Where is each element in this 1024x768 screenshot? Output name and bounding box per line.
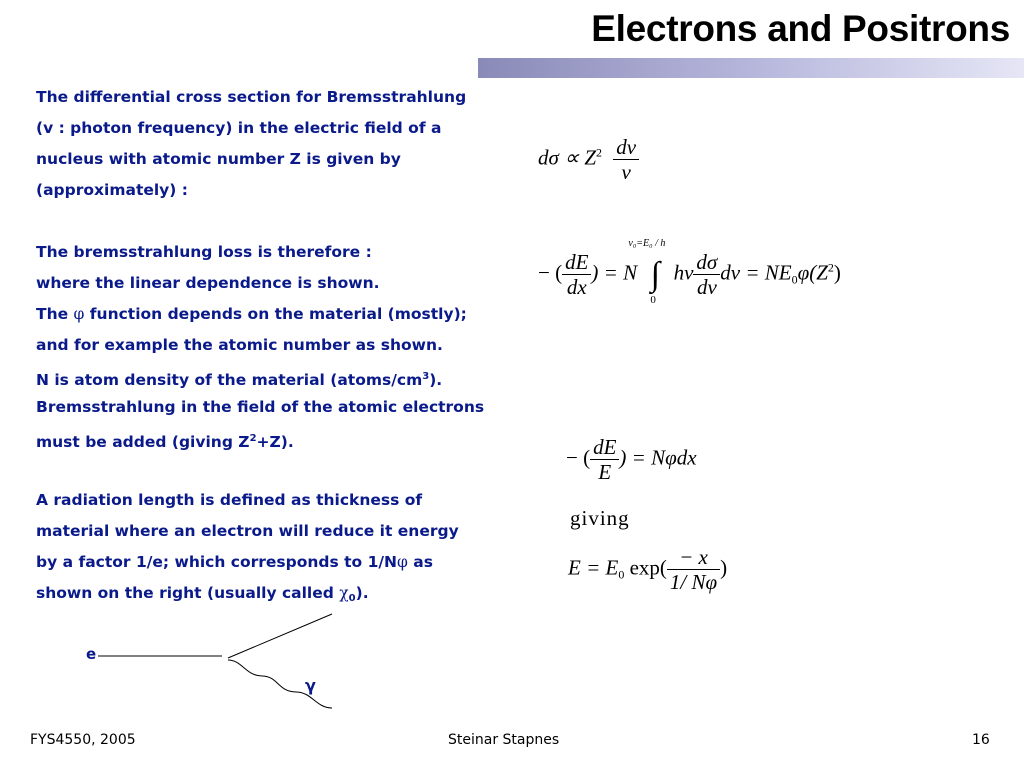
electron-label: e bbox=[86, 645, 97, 663]
para3-line: A radiation length is defined as thickness of bbox=[36, 491, 423, 509]
electron-scattered-line bbox=[228, 614, 332, 658]
para1-line: nucleus with atomic number Z is given by bbox=[36, 150, 401, 168]
para1-line: The differential cross section for Bremsstrahlung bbox=[36, 88, 467, 106]
photon-wavy-line bbox=[228, 660, 332, 708]
para1-line: (approximately) : bbox=[36, 181, 188, 199]
footer-course: FYS4550, 2005 bbox=[30, 732, 136, 748]
para3-line: shown on the right (usually called $\chi_0$). bbox=[36, 584, 369, 604]
equation-cross-section: $d\sigma \propto Z^2$ $\frac{dv}{v}$ bbox=[538, 135, 639, 184]
giving-label: giving bbox=[570, 506, 630, 530]
equation-relative-loss: − ( $\frac{dE}{E}$ ) = Nφdx bbox=[566, 435, 697, 484]
body-text bbox=[36, 82, 526, 609]
para2-line: N is atom density of the material $(atoms/cm^3)$. bbox=[36, 371, 443, 389]
para3-line: material where an electron will reduce it energy bbox=[36, 522, 459, 540]
para2-line: and for example the atomic number as shown. bbox=[36, 336, 443, 354]
para3-line: by a factor 1/e; which corresponds to 1/Nφ as bbox=[36, 553, 433, 571]
equation-energy-loss: − ( $\frac{dE}{dx}$ ) = N v₀=E₀ / h ∫ 0 hv $\frac{d\sigma}{dv}$ dv = $NE0\varphi(Z^2)$ bbox=[538, 237, 841, 306]
chi-symbol: χ bbox=[339, 584, 349, 602]
equation-exponential: E = E0 exp( $\frac{- x}{1/ N\varphi}$ ) bbox=[568, 545, 728, 594]
page-number: 16 bbox=[972, 732, 990, 748]
para2-line: where the linear dependence is shown. bbox=[36, 274, 380, 292]
para2-line: must be added (giving $Z^2+Z$). bbox=[36, 433, 294, 451]
slide-title: Electrons and Positrons bbox=[591, 8, 1010, 49]
photon-label: γ bbox=[305, 676, 316, 695]
para1-line: (v : photon frequency) in the electric field of a bbox=[36, 119, 442, 137]
para2-line: The bremsstrahlung loss is therefore : bbox=[36, 243, 372, 261]
para2-line: The φ function depends on the material (mostly); bbox=[36, 305, 467, 323]
footer-author: Steinar Stapnes bbox=[448, 732, 560, 748]
phi-symbol: φ bbox=[73, 305, 85, 323]
title-underline-bar bbox=[478, 58, 1024, 78]
para2-line: Bremsstrahlung in the field of the atomic electrons bbox=[36, 398, 485, 416]
